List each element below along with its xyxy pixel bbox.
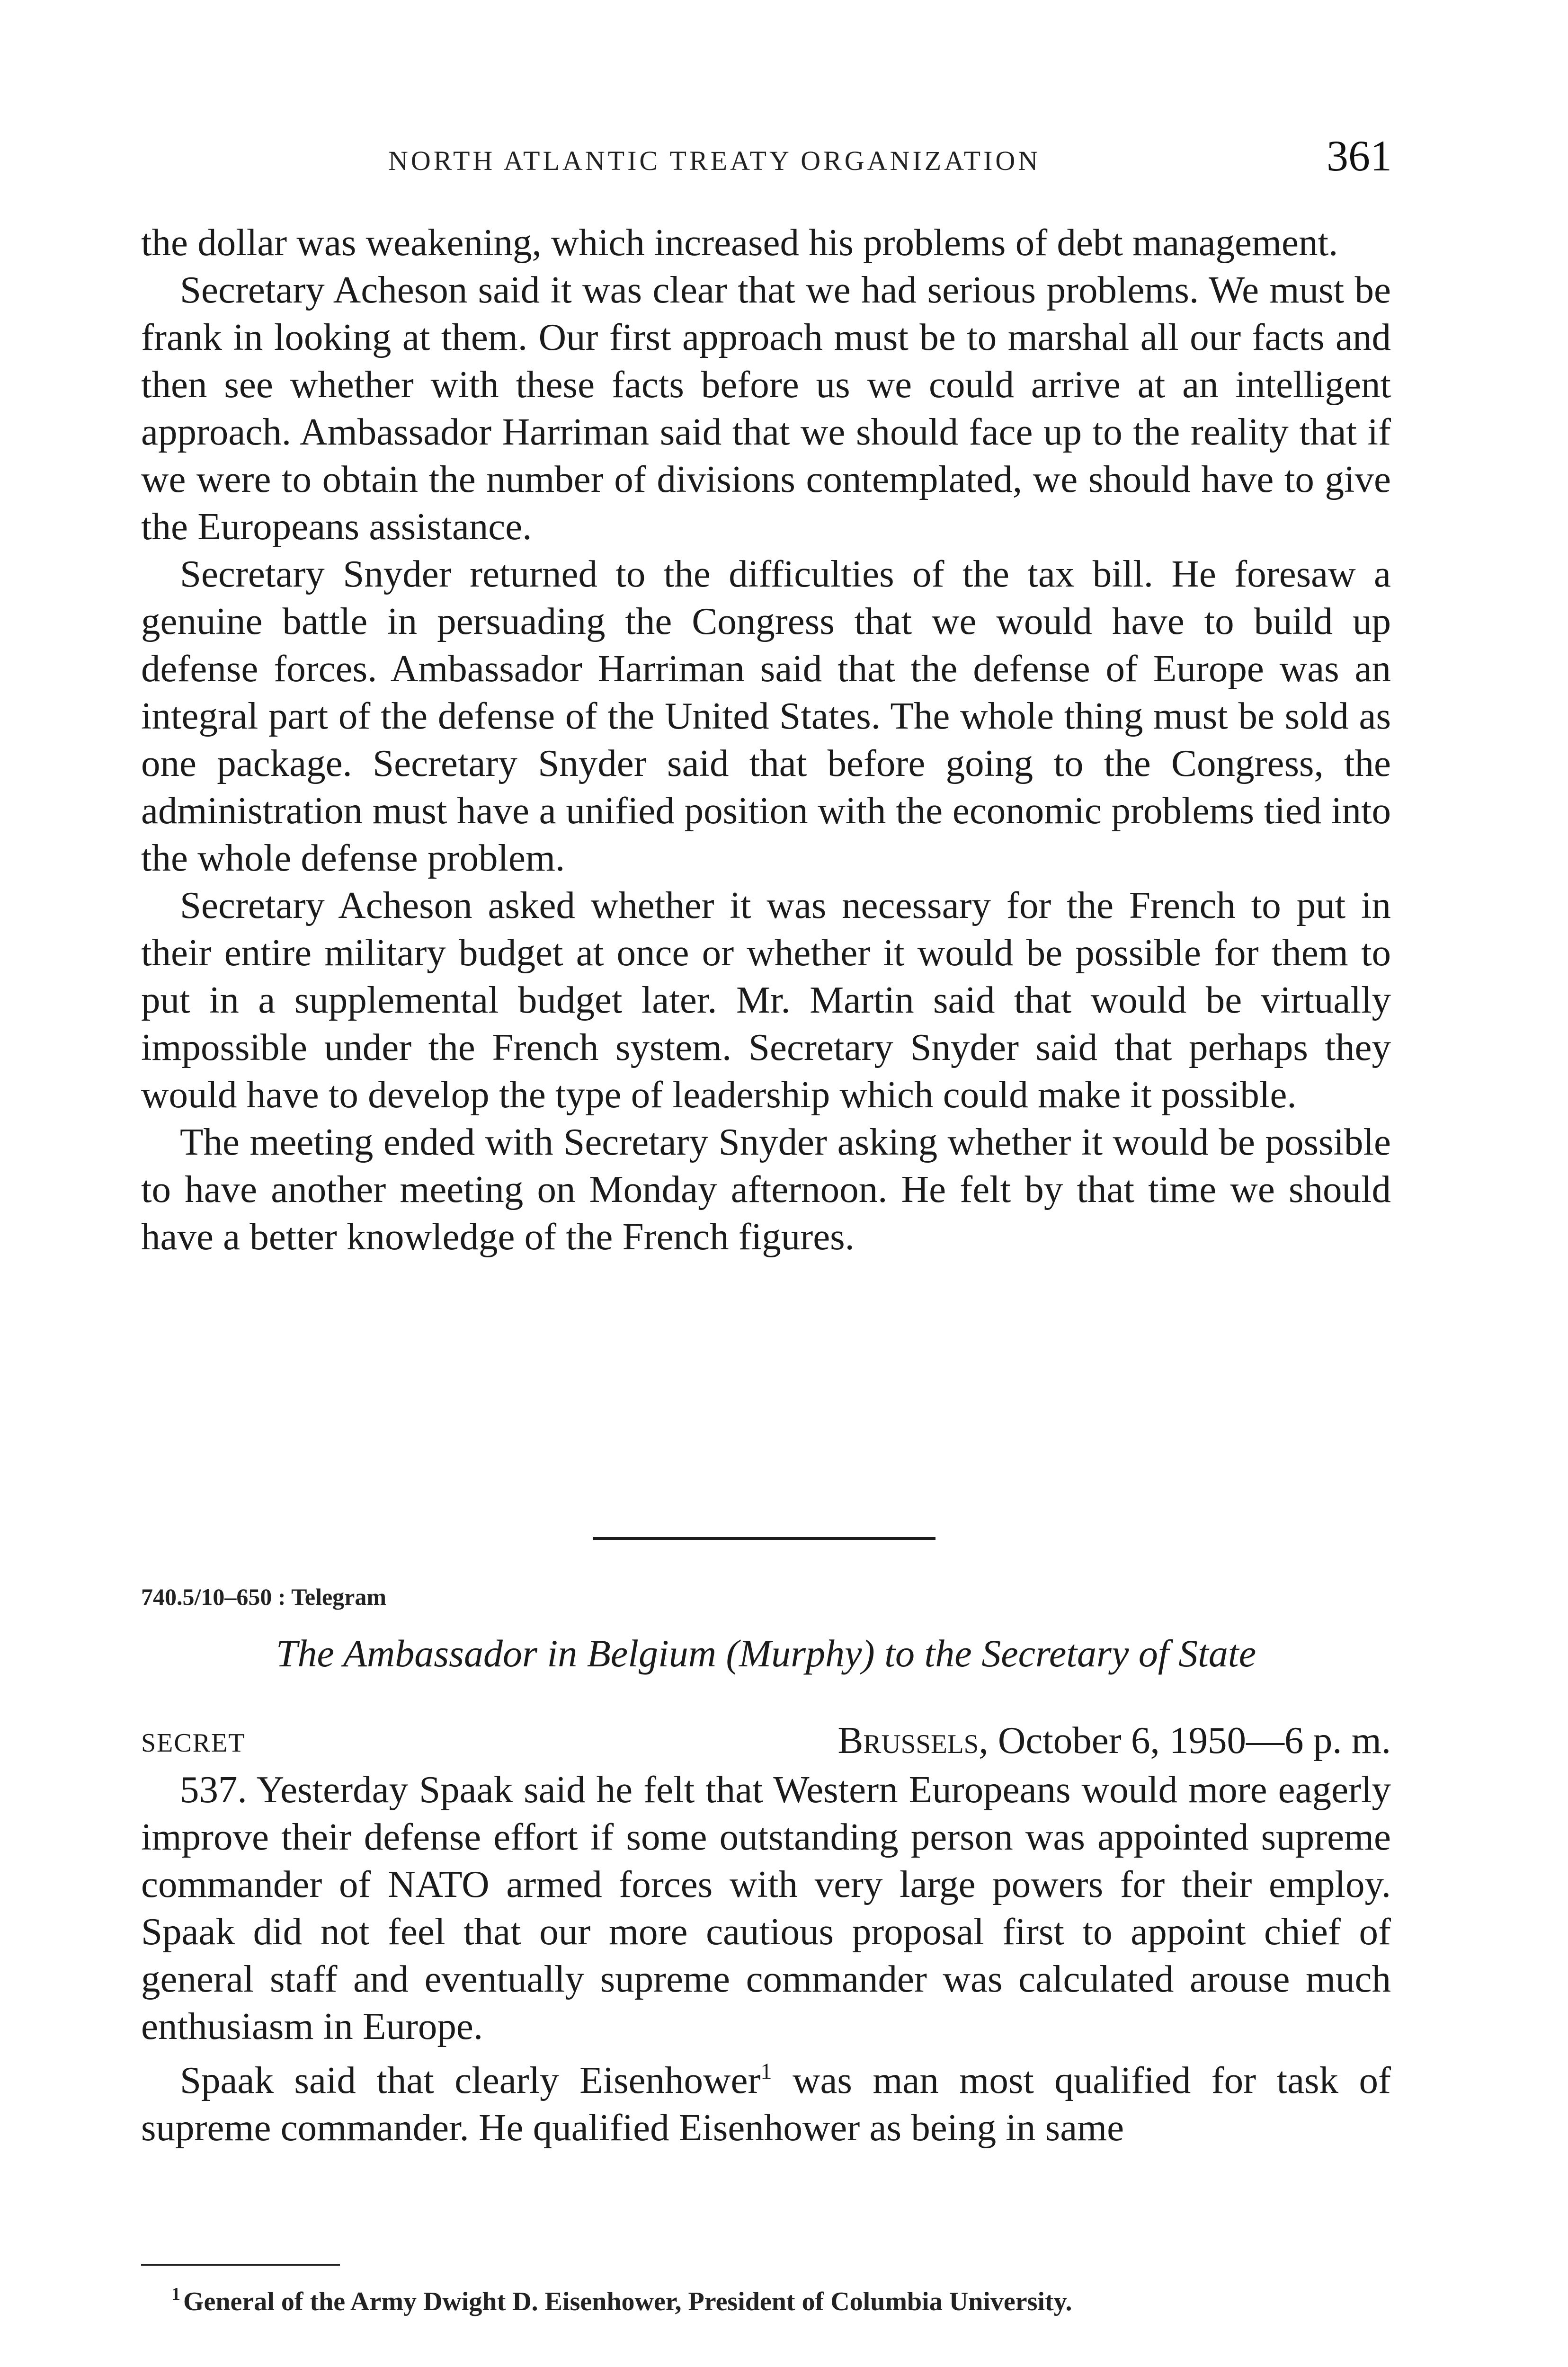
section-divider [593, 1537, 935, 1540]
running-title: NORTH ATLANTIC TREATY ORGANIZATION [388, 145, 1041, 176]
telegram-paragraph [141, 2056, 1391, 2151]
footnote [171, 2284, 1072, 2317]
body-paragraph: Secretary Acheson said it was clear that we had serious problems. We must be frank in looking at them. Our first approach must be to marshal all our facts and then see whether with these facts before us we could arrive at an intelligent approach. Ambassador Harriman said that we should face up to the reality that if we were to obtain the number of divisions contemplated, we should have to give the Europeans assistance. [141, 268, 1391, 548]
body-paragraph: The meeting ended with Secretary Snyder asking whether it would be possible to have another meeting on Monday afternoon. He felt by that time we should have a better knowledge of the French figures. [141, 1121, 1391, 1258]
footnote-text: General of the Army Dwight D. Eisenhower, President of Columbia University. [183, 2287, 1072, 2316]
dateline-place: Brussels, [837, 1719, 989, 1762]
telegram-paragraph: 537. Yesterday Spaak said he felt that Western Europeans would more eagerly improve their defense effort if some outstanding person was appointed supreme commander of NATO armed forces with very large powers for their employ. Spaak did not feel that our more cautious proposal first to appoint chief of general staff and eventually supreme commander was calculated arouse much enthusiasm in Europe. [141, 1768, 1391, 2047]
page-number: 361 [1327, 132, 1392, 180]
footnote-mark: 1 [171, 2284, 180, 2304]
dateline [837, 1718, 1391, 1762]
telegram-paragraph-text: was man most qualified for task of supreme commander. He qualified Eisenhower as being in same [141, 2059, 1391, 2149]
telegram-paragraph-text: Spaak said that clearly Eisenhower [180, 2059, 761, 2101]
file-reference: 740.5/10–650 : Telegram [141, 1584, 387, 1610]
classification-label: SECRET [141, 1728, 246, 1758]
dateline-date: October 6, 1950—6 p. m. [998, 1719, 1391, 1762]
body-paragraph: the dollar was weakening, which increased his problems of debt management. [141, 221, 1338, 264]
footnote-reference: 1 [760, 2059, 772, 2084]
telegram-text [141, 1766, 1391, 2151]
body-paragraph: Secretary Snyder returned to the difficulties of the tax bill. He foresaw a genuine battle in persuading the Congress that we would have to build up defense forces. Ambassador Harriman said that the defense of Europe was an integral part of the defense of the United States. The whole thing must be sold as one package. Secretary Snyder said that before going to the Congress, the administration must have a unified position with the economic problems tied into the whole defense problem. [141, 552, 1391, 879]
body-paragraph: Secretary Acheson asked whether it was necessary for the French to put in their entire military budget at once or whether it would be possible for them to put in a supplemental budget later. Mr. Martin said that would be virtually impossible under the French system. Secretary Snyder said that perhaps they would have to develop the type of leadership which could make it possible. [141, 884, 1391, 1116]
running-head [142, 131, 1392, 183]
body-text [141, 219, 1391, 1260]
document-title: The Ambassador in Belgium (Murphy) to the Secretary of State [276, 1632, 1256, 1675]
footnote-divider [141, 2264, 340, 2266]
